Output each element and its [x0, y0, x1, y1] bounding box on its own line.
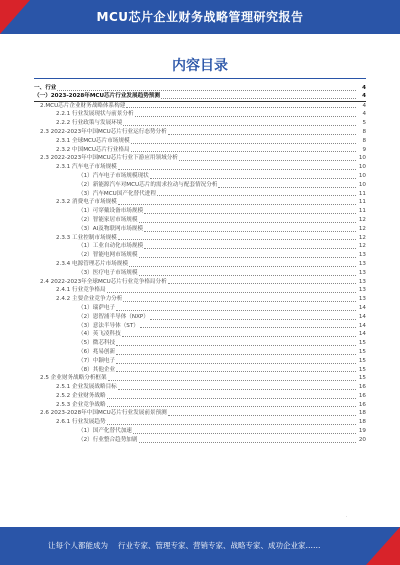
toc-entry-title: （6）兆易创新 — [78, 348, 116, 355]
toc-entry-title: （1）瑞萨电子 — [78, 304, 116, 311]
toc-entry[interactable] — [34, 181, 366, 190]
toc-entry-title: 2.3.2 中国MCU芯片行业格局 — [56, 146, 130, 153]
toc-entry[interactable] — [34, 366, 366, 375]
toc-entry-title: 2.4.2 主要企业竞争力分析 — [56, 296, 123, 303]
toc-entry[interactable] — [34, 269, 366, 278]
toc-entry[interactable] — [34, 172, 366, 181]
toc-entry-title: 2.5.2 企业财务战略 — [56, 392, 106, 399]
toc-entry[interactable] — [34, 418, 366, 427]
toc-entry-page: 4 — [362, 111, 366, 118]
toc-entry[interactable] — [34, 330, 366, 339]
toc-leader-dots — [168, 415, 356, 416]
toc-entry-title: （2）行业整合趋势加剧 — [78, 436, 138, 443]
toc-entry-title: 2.4 2022-2023年全球MCU芯片行业竞争格局分析 — [40, 278, 167, 285]
toc-entry[interactable] — [34, 190, 366, 199]
toc-entry-page: 9 — [362, 146, 366, 153]
toc-entry-page: 8 — [362, 137, 366, 144]
toc-leader-dots — [168, 134, 356, 135]
toc-leader-dots — [116, 371, 356, 372]
toc-leader-dots — [123, 125, 356, 126]
table-of-contents — [34, 84, 366, 445]
toc-entry-title: 2.5.1 企业发展战略目标 — [56, 384, 117, 391]
toc-leader-dots — [150, 178, 356, 179]
toc-entry-title: （7）中颖电子 — [78, 357, 116, 364]
toc-entry-title: 2.2.2 行业政策与发展环境 — [56, 120, 123, 127]
toc-entry-page: 15 — [358, 340, 366, 347]
toc-entry-page: 14 — [358, 331, 366, 338]
toc-entry-page: 10 — [358, 181, 366, 188]
footer-red-accent — [366, 527, 400, 565]
toc-entry[interactable] — [34, 357, 366, 366]
toc-leader-dots — [135, 116, 356, 117]
toc-entry-page: 11 — [358, 199, 366, 206]
toc-entry-title: 2.2.1 行业发展现状与前景分析 — [56, 111, 134, 118]
toc-entry-title: 2.3.1 汽车电子市场规模 — [56, 164, 117, 171]
toc-entry-title: （2）智能电网市场规模 — [78, 252, 138, 259]
toc-entry-page: 19 — [358, 428, 366, 435]
toc-leader-dots — [107, 398, 356, 399]
toc-leader-dots — [139, 442, 357, 443]
toc-leader-dots — [129, 266, 356, 267]
toc-leader-dots — [116, 363, 356, 364]
toc-entry-title: 2.3.2 消费电子市场规模 — [56, 199, 117, 206]
toc-leader-dots — [131, 151, 356, 152]
toc-leader-dots — [139, 275, 357, 276]
toc-leader-dots — [107, 292, 356, 293]
toc-leader-dots — [157, 195, 356, 196]
toc-leader-dots — [139, 257, 357, 258]
toc-leader-dots — [118, 169, 356, 170]
toc-entry[interactable] — [34, 242, 366, 251]
toc-leader-dots — [116, 345, 356, 346]
toc-entry[interactable] — [34, 322, 366, 331]
toc-leader-dots — [118, 389, 356, 390]
toc-entry[interactable] — [34, 427, 366, 436]
toc-entry-title: （一）2023-2028年MCU芯片行业发展趋势预测 — [34, 92, 160, 99]
toc-entry-title: （2）恩智浦半导体（NXP） — [78, 313, 149, 320]
toc-entry-title: 2.3.1 全球MCU芯片市场规模 — [56, 137, 130, 144]
toc-entry-title: （1）国产化替代加速 — [78, 428, 132, 435]
toc-entry[interactable] — [34, 207, 366, 216]
toc-entry[interactable] — [34, 278, 366, 287]
toc-entry-title: 一、行业 — [34, 85, 57, 91]
toc-entry-title: （4）英飞凌科技 — [78, 331, 121, 338]
toc-entry-title: 2.3 2022-2023年中国MCU芯片行业下游应用领域分析 — [40, 155, 178, 162]
toc-leader-dots — [118, 204, 356, 205]
toc-leader-dots — [126, 107, 356, 108]
header-banner — [0, 0, 400, 34]
toc-entry[interactable] — [34, 216, 366, 225]
toc-heading: 内容目录 — [172, 58, 228, 74]
toc-divider — [34, 78, 366, 79]
toc-entry-title: 2.3.4 电源管理芯片市场规模 — [56, 260, 128, 267]
toc-entry-page: 15 — [358, 348, 366, 355]
toc-leader-dots — [123, 301, 356, 302]
toc-entry-title: 2.3.3 工业控制市场规模 — [56, 234, 117, 241]
toc-leader-dots — [139, 222, 357, 223]
toc-entry-title: （1）工业自动化市场规模 — [78, 243, 144, 250]
toc-leader-dots — [144, 231, 356, 232]
toc-entry[interactable] — [34, 401, 366, 410]
toc-entry-page: 5 — [362, 120, 366, 127]
toc-leader-dots — [133, 433, 356, 434]
toc-entry-page: 10 — [358, 164, 366, 171]
toc-leader-dots — [150, 319, 356, 320]
toc-entry-page: 4 — [362, 92, 366, 99]
toc-entry[interactable] — [34, 286, 366, 295]
toc-entry-title: 2.6 2023-2028年中国MCU芯片行业发展前景预测 — [40, 410, 167, 417]
toc-entry-page: 14 — [358, 313, 366, 320]
toc-leader-dots — [218, 187, 356, 188]
toc-entry-page: 13 — [358, 252, 366, 259]
toc-entry[interactable] — [34, 119, 366, 128]
toc-entry-title: （2）智能家居市场规模 — [78, 216, 138, 223]
toc-entry[interactable] — [34, 260, 366, 269]
toc-entry[interactable] — [34, 339, 366, 348]
toc-entry[interactable] — [34, 163, 366, 172]
toc-entry[interactable] — [34, 234, 366, 243]
toc-entry-page: 15 — [358, 357, 366, 364]
toc-entry-page: 13 — [358, 278, 366, 285]
toc-entry[interactable] — [34, 225, 366, 234]
toc-entry-title: 2.3 2022-2023年中国MCU芯片行业运行态势分析 — [40, 128, 167, 135]
toc-entry-title: （2）新能源汽车对MCU芯片的需求拉动与配套情况分析 — [78, 181, 218, 188]
toc-entry-page: 11 — [358, 208, 366, 215]
toc-entry-page: 13 — [358, 269, 366, 276]
toc-entry[interactable] — [34, 93, 366, 102]
toc-entry[interactable] — [34, 137, 366, 146]
toc-leader-dots — [107, 424, 356, 425]
toc-leader-dots — [107, 406, 356, 407]
toc-entry-page: 14 — [358, 322, 366, 329]
toc-entry-page: 4 — [362, 85, 366, 91]
toc-leader-dots — [122, 336, 356, 337]
toc-leader-dots — [161, 98, 356, 99]
toc-leader-dots — [144, 213, 356, 214]
toc-leader-dots — [116, 310, 356, 311]
toc-entry-page: 18 — [358, 410, 366, 417]
toc-entry-page: 20 — [358, 436, 366, 443]
toc-entry[interactable] — [34, 348, 366, 357]
toc-entry-page: 16 — [358, 392, 366, 399]
toc-entry-title: （1）可穿戴设备市场规模 — [78, 208, 144, 215]
toc-entry[interactable] — [34, 313, 366, 322]
toc-leader-dots — [131, 143, 356, 144]
toc-entry-title: 2.6.1 行业发展趋势 — [56, 419, 106, 426]
toc-entry-title: 2.5 企业财务战略分析框架 — [40, 375, 107, 382]
toc-leader-dots — [116, 354, 356, 355]
toc-entry-title: （3）汽车MCU国产化替代进程 — [78, 190, 156, 197]
toc-entry-title: （1）汽车电子市场规模现状 — [78, 172, 149, 179]
toc-entry[interactable] — [34, 304, 366, 313]
toc-entry-page: 10 — [358, 172, 366, 179]
toc-entry-page: 15 — [358, 375, 366, 382]
toc-leader-dots — [57, 90, 356, 91]
toc-leader-dots — [168, 283, 356, 284]
toc-entry-page: 18 — [358, 419, 366, 426]
toc-entry-page: 12 — [358, 225, 366, 232]
toc-entry-page: 4 — [362, 102, 366, 109]
toc-entry-title: 2.MCU芯片企业财务战略体系构建 — [40, 102, 126, 109]
toc-entry-page: 12 — [358, 234, 366, 241]
toc-entry-title: （3）意法半导体（ST） — [78, 322, 139, 329]
toc-leader-dots — [140, 327, 356, 328]
toc-entry[interactable] — [34, 102, 366, 111]
toc-leader-dots — [179, 160, 356, 161]
toc-entry[interactable] — [34, 392, 366, 401]
toc-entry-title: 2.5.3 企业竞争战略 — [56, 401, 106, 408]
footer-banner — [0, 527, 400, 565]
toc-entry-page: 12 — [358, 216, 366, 223]
toc-entry-page: 13 — [358, 296, 366, 303]
toc-leader-dots — [108, 380, 356, 381]
toc-entry[interactable] — [34, 409, 366, 418]
report-title: MCU芯片企业财务战略管理研究报告 — [96, 10, 304, 24]
toc-entry[interactable] — [34, 154, 366, 163]
toc-entry-title: （5）微芯科技 — [78, 340, 116, 347]
toc-entry[interactable] — [34, 436, 366, 445]
toc-entry-page: 12 — [358, 243, 366, 250]
toc-entry[interactable] — [34, 110, 366, 119]
toc-leader-dots — [118, 239, 356, 240]
toc-entry-page: 13 — [358, 260, 366, 267]
toc-entry[interactable] — [34, 146, 366, 155]
page-marker: · — [346, 514, 348, 519]
toc-entry-page: 8 — [362, 128, 366, 135]
toc-entry-page: 16 — [358, 401, 366, 408]
toc-entry-title: （3）医疗电子市场规模 — [78, 269, 138, 276]
toc-entry[interactable] — [34, 251, 366, 260]
toc-entry[interactable] — [34, 383, 366, 392]
footer-roles: 行业专家、管理专家、营销专家、战略专家、成功企业家…… — [118, 541, 321, 550]
toc-entry-title: 2.4.1 行业竞争格局 — [56, 287, 106, 294]
toc-entry[interactable] — [34, 295, 366, 304]
toc-entry[interactable] — [34, 128, 366, 137]
toc-entry-page: 11 — [358, 190, 366, 197]
toc-leader-dots — [144, 248, 356, 249]
toc-entry-page: 15 — [358, 366, 366, 373]
toc-entry-page: 13 — [358, 287, 366, 294]
toc-entry[interactable] — [34, 198, 366, 207]
toc-entry-page: 16 — [358, 384, 366, 391]
toc-entry-page: 14 — [358, 304, 366, 311]
toc-entry-title: （3）AI及物联网市场规模 — [78, 225, 143, 232]
footer-tagline: 让每个人都能成为 — [48, 541, 108, 550]
toc-entry[interactable] — [34, 374, 366, 383]
toc-entry-page: 10 — [358, 155, 366, 162]
toc-entry-title: （8）其他企业 — [78, 366, 116, 373]
